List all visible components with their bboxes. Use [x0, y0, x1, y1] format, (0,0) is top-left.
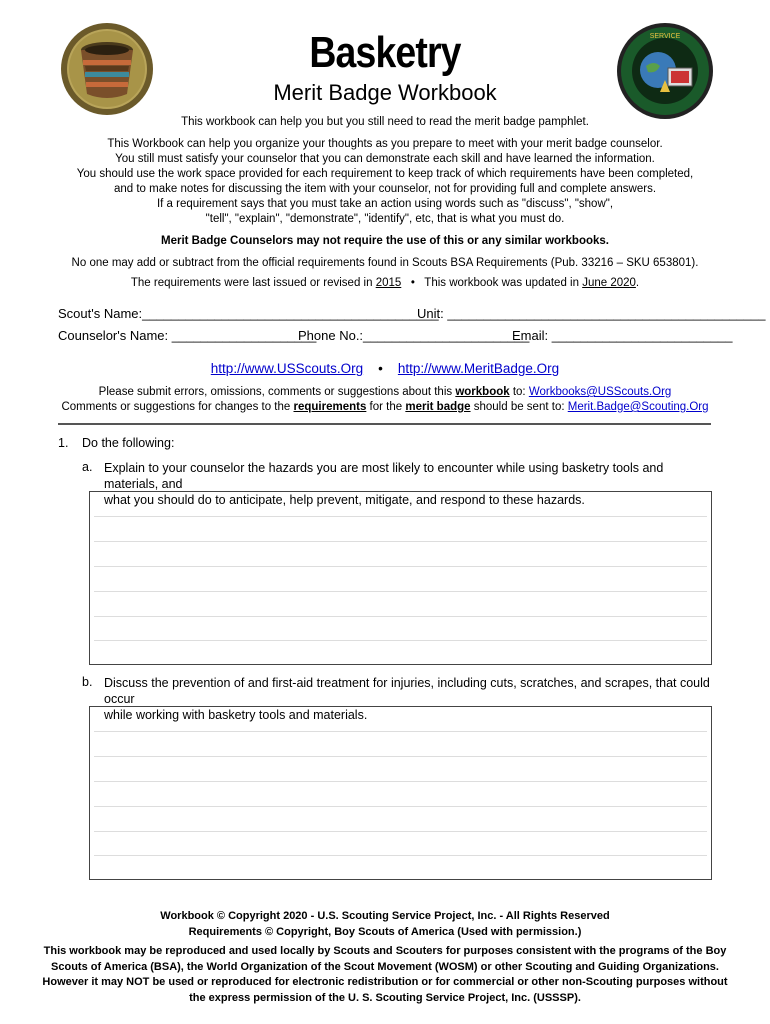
email-field[interactable]: Email: _________________________ — [512, 328, 733, 343]
intro-line: You should use the work space provided for each requirement to keep track of which requirements have been completed, — [76, 168, 694, 180]
answer-box-1b[interactable] — [89, 706, 712, 880]
intro-line: If a requirement says that you must take an action using words such as "discuss", "show", — [156, 198, 614, 210]
intro-paragraph — [0, 137, 770, 227]
footer-line: This workbook may be reproduced and used locally by Scouts and Scouters for purposes consistent with the programs of the Boy — [43, 945, 727, 957]
requirement-1b-text: Discuss the prevention of and first-aid treatment for injuries, including cuts, scratches, and scrapes, that could occur while working with basketry tools and materials. — [104, 676, 710, 722]
intro-line: and to make notes for discussing the item with your counselor, not for providing full and complete answers. — [113, 183, 657, 195]
page-title: Basketry — [309, 28, 461, 77]
submit-line-1: Please submit errors, omissions, comments or suggestions about this workbook to: Workbooks@USScouts.Org — [98, 386, 672, 398]
requirement-1a-label: a. — [82, 460, 93, 474]
updated-date: June 2020 — [582, 277, 636, 289]
footer-line: Requirements © Copyright, Boy Scouts of America (Used with permission.) — [188, 925, 582, 938]
page-subtitle: Merit Badge Workbook — [273, 80, 497, 105]
meritbadge-email-link[interactable]: Merit.Badge@Scouting.Org — [567, 401, 709, 413]
revision-info: The requirements were last issued or revised in 2015 • This workbook was updated in June 2020. — [130, 277, 640, 289]
footer-line: the express permission of the U. S. Scouting Service Project, Inc. (USSSP). — [189, 991, 581, 1004]
copyright-footer — [40, 909, 730, 1006]
requirement-1a-text: Explain to your counselor the hazards you are most likely to encounter while using basketry tools and materials, and what you should do to anticipate, help prevent, mitigate, and respond to these hazards. — [104, 461, 664, 507]
unit-field[interactable]: Unit: ____________________________________________ — [417, 306, 766, 321]
answer-box-1a[interactable] — [89, 491, 712, 665]
meritbadge-link[interactable]: http://www.MeritBadge.Org — [397, 361, 560, 376]
requirement-1-text: Do the following: — [82, 436, 175, 450]
intro-line: You still must satisfy your counselor that you can demonstrate each skill and have learned the information. — [115, 153, 655, 165]
requirement-1b-label: b. — [82, 675, 93, 689]
section-divider — [58, 423, 711, 425]
submit-line-2: Comments or suggestions for changes to the requirements for the merit badge should be sent to: Merit.Badge@Scouting.Org — [61, 401, 709, 413]
links-row: http://www.USScouts.Org • http://www.MeritBadge.Org — [210, 361, 560, 376]
intro-line: "tell", "explain", "demonstrate", "identify", etc, that is what you must do. — [205, 213, 565, 225]
revision-year: 2015 — [375, 277, 402, 289]
counselor-name-field[interactable]: Counselor's Name: ____________________ — [58, 328, 317, 343]
intro-line: This Workbook can help you organize your thoughts as you prepare to meet with your merit badge counselor. — [107, 138, 663, 150]
pamphlet-note: This workbook can help you but you still need to read the merit badge pamphlet. — [181, 116, 589, 128]
phone-field[interactable]: Phone No.:_______________________ — [298, 328, 530, 343]
footer-line: Workbook © Copyright 2020 - U.S. Scouting Service Project, Inc. - All Rights Reserved — [160, 910, 610, 922]
requirement-1-number: 1. — [58, 436, 69, 450]
footer-line: However it may NOT be used or reproduced for electronic redistribution or for commercial or other non-Scouting purposes without — [42, 976, 728, 988]
requirements-source: No one may add or subtract from the official requirements found in Scouts BSA Requirements (Pub. 33216 – SKU 653801). — [71, 257, 699, 269]
counselor-note: Merit Badge Counselors may not require the use of this or any similar workbooks. — [161, 235, 609, 247]
workbooks-email-link[interactable]: Workbooks@USScouts.Org — [528, 386, 672, 398]
scout-name-field[interactable]: Scout's Name:_________________________________________ — [58, 306, 439, 321]
usscouts-link[interactable]: http://www.USScouts.Org — [210, 361, 364, 376]
footer-line: Scouts of America (BSA), the World Organization of the Scout Movement (WOSM) or other Scouting and Guiding Organizations. — [51, 960, 719, 973]
svg-text:SERVICE: SERVICE — [649, 33, 681, 40]
